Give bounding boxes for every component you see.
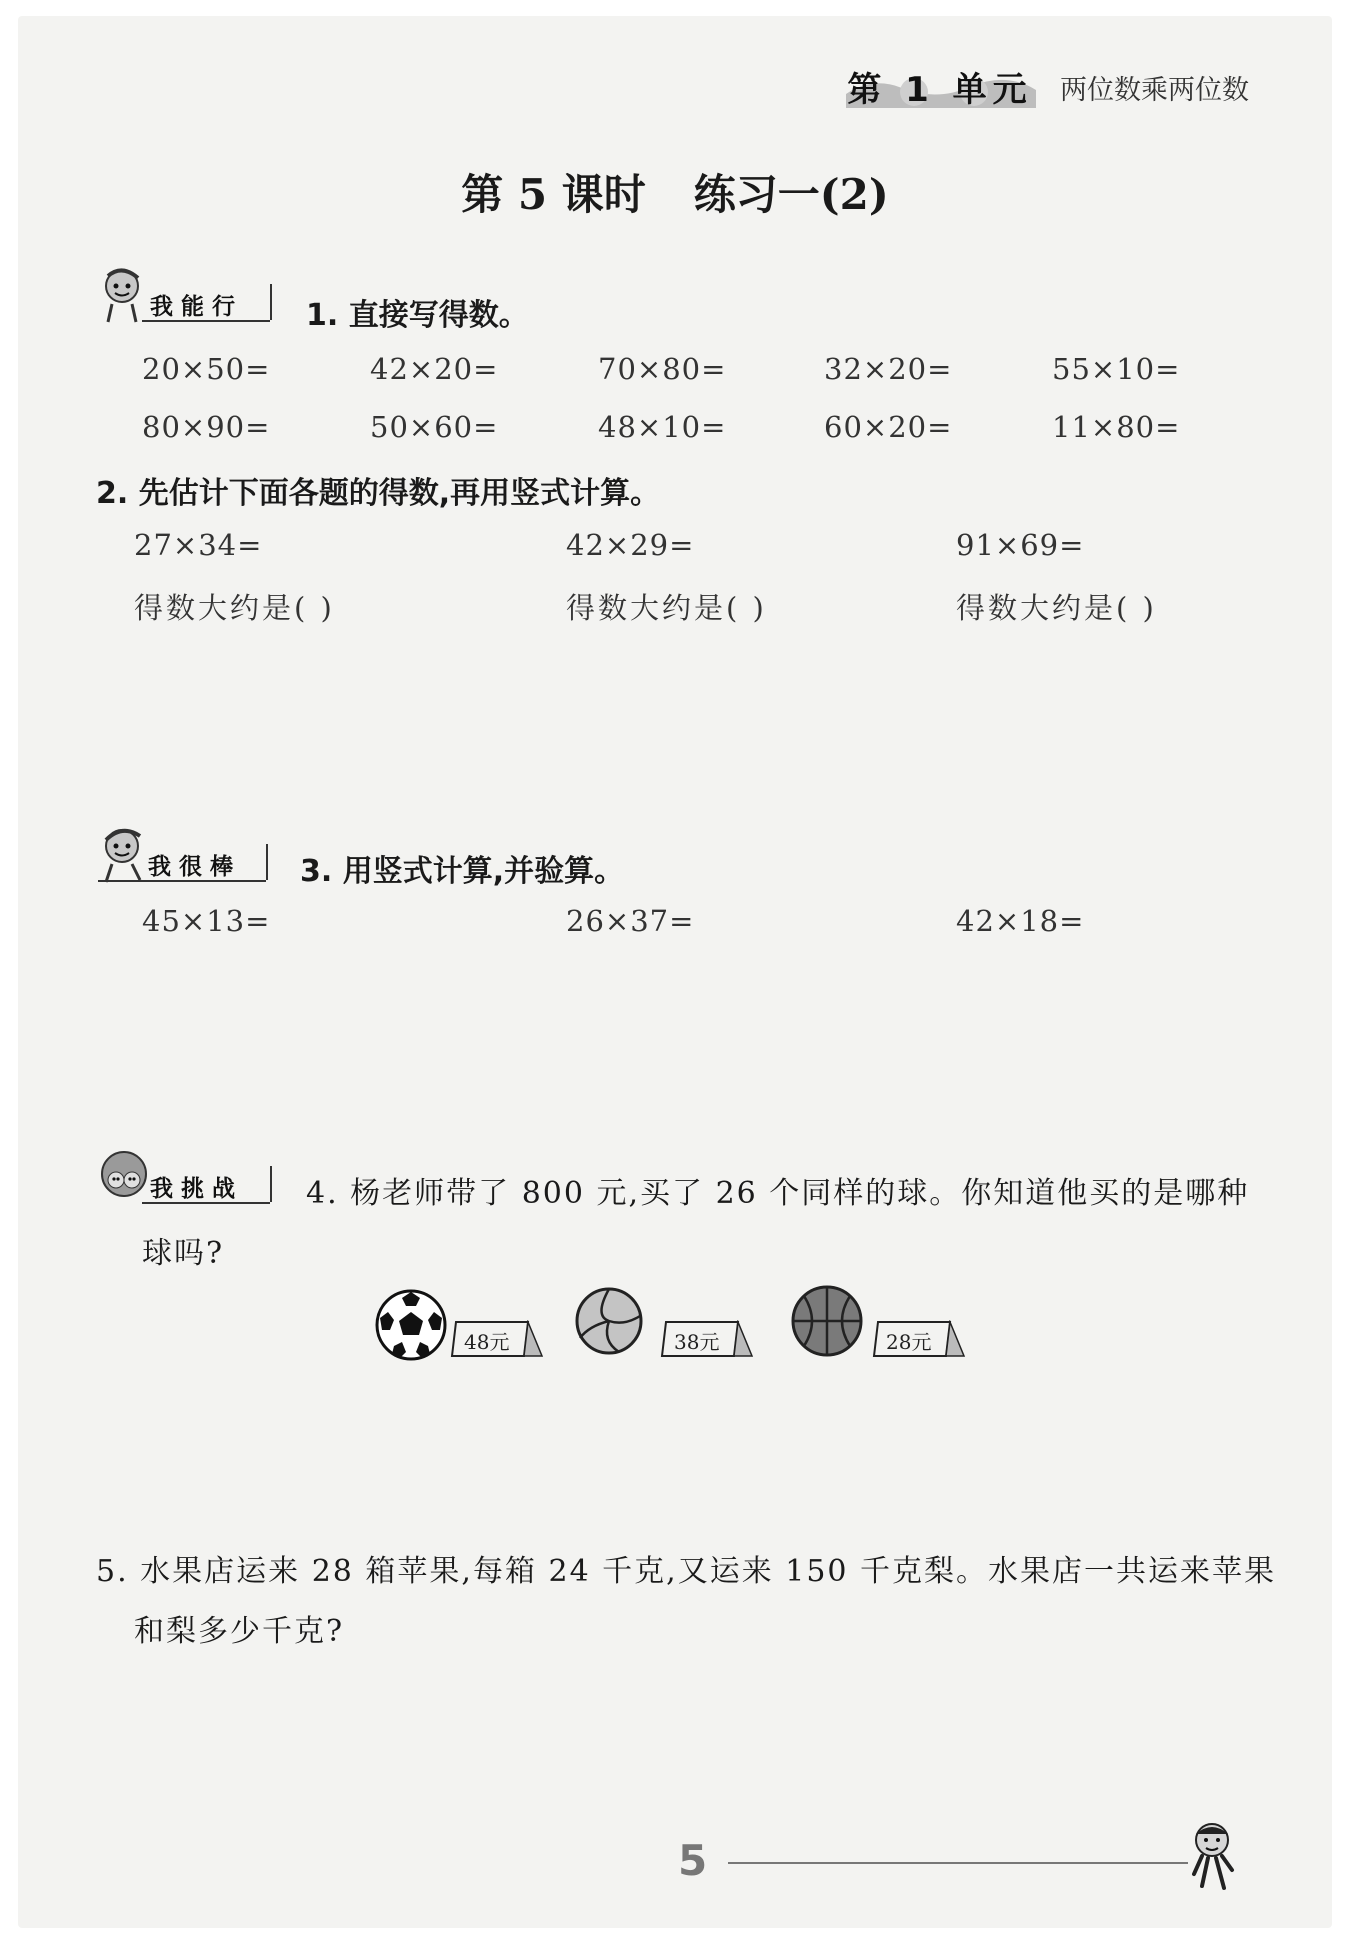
- q1-row2-item: 11×80=: [1052, 410, 1181, 444]
- q1-row1-item: 20×50=: [142, 352, 271, 386]
- q2-estimate: 得数大约是( ): [134, 591, 335, 625]
- q5-question-line1: 5. 水果店运来 28 箱苹果,每箱 24 千克,又运来 150 千克梨。水果店一共运来苹果: [96, 1554, 1277, 1589]
- q2-estimate: 得数大约是( ): [566, 591, 767, 625]
- q1-row2-item: 48×10=: [598, 410, 727, 444]
- q3-expression: 42×18=: [956, 904, 1085, 938]
- running-boy-mascot-icon: [1180, 1820, 1244, 1894]
- level-label: 我挑战: [150, 1176, 243, 1202]
- price-tag-volleyball: [660, 1320, 754, 1364]
- q1-title: 1. 直接写得数。: [306, 298, 529, 333]
- underline: [98, 880, 266, 882]
- underline: [142, 1202, 270, 1204]
- divider: [270, 284, 272, 320]
- footer-rule: [728, 1862, 1188, 1864]
- q2-expression: 91×69=: [956, 528, 1085, 562]
- q2-expression: 42×29=: [566, 528, 695, 562]
- q4-question-line2: 球吗?: [142, 1236, 225, 1271]
- divider: [270, 1166, 272, 1202]
- q3-title: 3. 用竖式计算,并验算。: [300, 854, 625, 889]
- price-tag-basketball: [872, 1320, 966, 1364]
- basketball-icon: [790, 1284, 864, 1358]
- level-tag-challenge: [98, 1162, 278, 1206]
- q1-row2-item: 60×20=: [824, 410, 953, 444]
- unit-subtitle: 两位数乘两位数: [1060, 75, 1249, 106]
- page-number: 5: [678, 1836, 708, 1885]
- q2-expression: 27×34=: [134, 528, 263, 562]
- lesson-title: [0, 162, 1350, 222]
- q1-row1-item: 42×20=: [370, 352, 499, 386]
- volleyball-icon: [574, 1286, 644, 1356]
- unit-badge: [842, 58, 1038, 110]
- q1-row2-item: 80×90=: [142, 410, 271, 444]
- q4-question-line1: 4. 杨老师带了 800 元,买了 26 个同样的球。你知道他买的是哪种: [306, 1176, 1250, 1211]
- q1-row2-item: 50×60=: [370, 410, 499, 444]
- q5-question-line2: 和梨多少千克?: [134, 1614, 345, 1649]
- girl-mascot-icon: [98, 266, 150, 326]
- level-label: 我很棒: [148, 854, 241, 880]
- q1-row1-item: 32×20=: [824, 352, 953, 386]
- underline: [142, 320, 270, 322]
- q1-row1-item: 55×10=: [1052, 352, 1181, 386]
- price-label: 48元: [464, 1330, 510, 1354]
- level-tag-great: [98, 840, 274, 884]
- price-label: 38元: [674, 1330, 720, 1354]
- price-label: 28元: [886, 1330, 932, 1354]
- lesson-name: 练习一(2): [693, 170, 889, 219]
- kids-mascot-icon: [98, 1150, 152, 1208]
- level-tag-can-do: [98, 280, 278, 324]
- q1-row1-item: 70×80=: [598, 352, 727, 386]
- unit-label: 第 1 单元: [847, 70, 1033, 110]
- lesson-number: 第 5 课时: [461, 170, 646, 219]
- soccer-ball-icon: [374, 1288, 448, 1362]
- girl-mascot-icon: [98, 826, 150, 886]
- q2-estimate: 得数大约是( ): [956, 591, 1157, 625]
- divider: [266, 844, 268, 880]
- q3-expression: 26×37=: [566, 904, 695, 938]
- level-label: 我能行: [150, 294, 243, 320]
- q2-title: 2. 先估计下面各题的得数,再用竖式计算。: [96, 476, 661, 511]
- price-tag-soccer: [450, 1320, 544, 1364]
- q3-expression: 45×13=: [142, 904, 271, 938]
